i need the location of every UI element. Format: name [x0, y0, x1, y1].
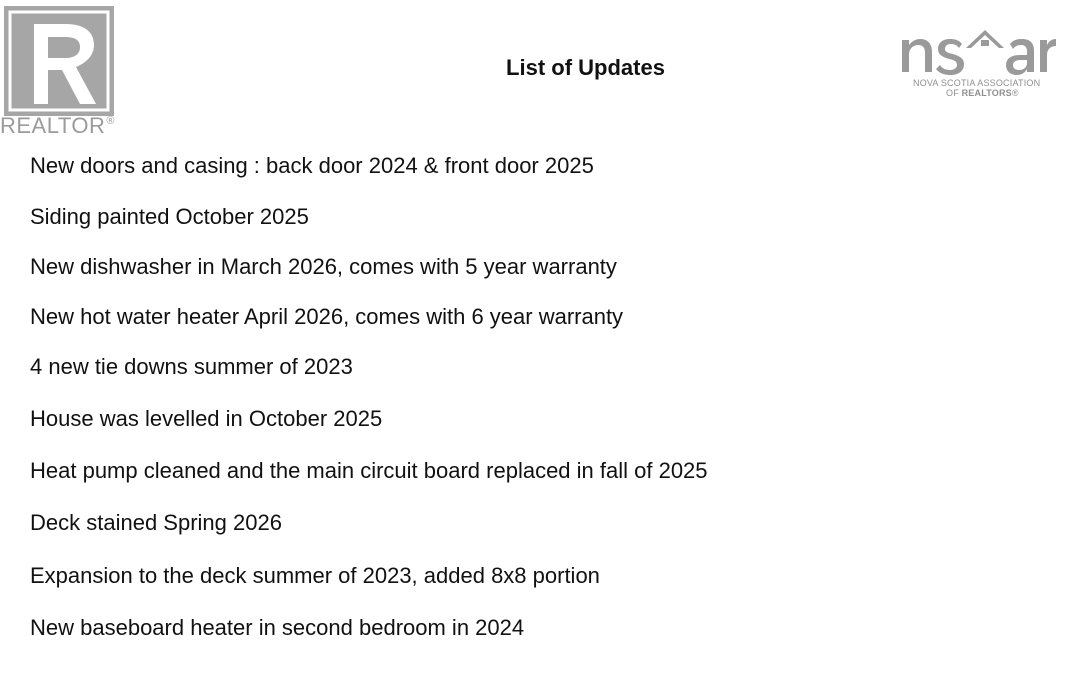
list-item: New hot water heater April 2026, comes with 6 year warranty [30, 304, 624, 329]
nsar-tagline-line1: NOVA SCOTIA ASSOCIATION [913, 78, 1041, 88]
realtor-trademark: ® [106, 115, 115, 127]
realtor-wordmark [0, 113, 115, 139]
nsar-tagline-prefix: OF [946, 88, 962, 98]
nsar-tagline-mark: ® [1011, 88, 1019, 98]
list-item: New dishwasher in March 2026, comes with 5 year warranty [30, 254, 617, 279]
list-item: Heat pump cleaned and the main circuit board replaced in fall of 2025 [30, 458, 708, 483]
list-item: Siding painted October 2025 [30, 204, 309, 229]
page-title: List of Updates [506, 55, 665, 80]
list-item: House was levelled in October 2025 [30, 406, 383, 431]
list-item: New doors and casing : back door 2024 & front door 2025 [30, 153, 594, 178]
realtor-wordmark-text: REALTOR [0, 113, 106, 138]
list-item: Deck stained Spring 2026 [30, 510, 282, 535]
nsar-tagline-line2 [946, 88, 1019, 98]
nsar-tagline-realtors: REALTORS [961, 88, 1012, 98]
list-item: 4 new tie downs summer of 2023 [30, 354, 353, 379]
list-item: New baseboard heater in second bedroom in 2024 [30, 615, 525, 640]
list-item: Expansion to the deck summer of 2023, added 8x8 portion [30, 563, 600, 588]
